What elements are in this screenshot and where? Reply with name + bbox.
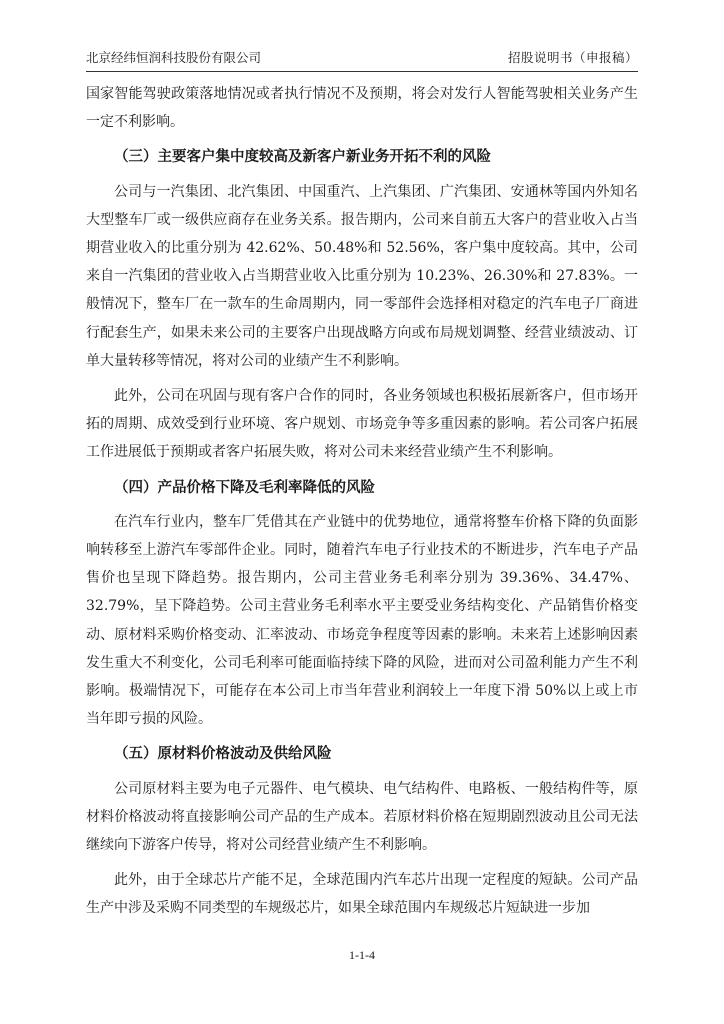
paragraph-chip-shortage: 此外，由于全球芯片产能不足，全球范围内汽车芯片出现一定程度的短缺。公司产品生产中涉及采购不同类型的车规级芯片，如果全球范围内车规级芯片短缺进一步加: [86, 872, 638, 917]
paragraph-price-margin: 在汽车行业内，整车厂凭借其在产业链中的优势地位，通常将整车价格下降的负面影响转移至上游汽车零部件企业。同时，随着汽车电子行业技术的不断进步，汽车电子产品售价也呈现下降趋势。报告期内，公司主营业务毛利率分别为 39.36%、34.47%、32.79%，呈下降趋势。公司主营业务毛利率水平主要受业务结构变化、产品销售价格变动、原材料采购价格变动、汇率波动、市场竞争程度等因素的影响。未来若上述影响因素发生重大不利变化，公司毛利率可能面临持续下降的风险，进而对公司盈利能力产生不利影响。极端情况下，可能存在本公司上市当年营业利润较上一年度下滑 50%以上或上市当年即亏损的风险。: [86, 513, 638, 728]
document-body: [86, 80, 638, 923]
page-header: [86, 49, 638, 67]
page-number: 1-1-4: [349, 948, 375, 962]
paragraph-customer-concentration: 公司与一汽集团、北汽集团、中国重汽、上汽集团、广汽集团、安通林等国内外知名大型整车厂或一级供应商存在业务关系。报告期内，公司来自前五大客户的营业收入占当期营业收入的比重分别为 42.62%、50.48%和 52.56%，客户集中度较高。其中，公司来自一汽集团的营业收入占当期营业收入比重分别为 10.23%、26.30%和 27.83%。一般情况下，整车厂在一款车的生命周期内，同一零部件会选择相对稳定的汽车电子厂商进行配套生产，如果未来公司的主要客户出现战略方向或布局规划调整、经营业绩波动、订单大量转移等情况，将对公司的业绩产生不利影响。: [86, 183, 638, 369]
section-heading-price-margin: （四）产品价格下降及毛利率降低的风险: [114, 478, 375, 496]
paragraph-new-customer-risk: 此外，公司在巩固与现有客户合作的同时，各业务领域也积极拓展新客户，但市场开拓的周期、成效受到行业环境、客户规划、市场竞争等多重因素的影响。若公司客户拓展工作进展低于预期或者客户拓展失败，将对公司未来经营业绩产生不利影响。: [86, 388, 638, 461]
header-company-name: 北京经纬恒润科技股份有限公司: [86, 50, 262, 65]
paragraph-raw-materials: 公司原材料主要为电子元器件、电气模块、电气结构件、电路板、一般结构件等，原材料价格波动将直接影响公司产品的生产成本。若原材料价格在短期剧烈波动且公司无法继续向下游客户传导，将对公司经营业绩产生不利影响。: [86, 780, 638, 854]
header-document-type: 招股说明书（申报稿）: [507, 50, 638, 65]
header-divider: [86, 71, 638, 72]
section-heading-customer-concentration: （三）主要客户集中度较高及新客户新业务开拓不利的风险: [114, 148, 491, 166]
section-heading-raw-materials: （五）原材料价格波动及供给风险: [114, 745, 332, 763]
paragraph-continued: 国家智能驾驶政策落地情况或者执行情况不及预期，将会对发行人智能驾驶相关业务产生一定不利影响。: [86, 86, 638, 131]
